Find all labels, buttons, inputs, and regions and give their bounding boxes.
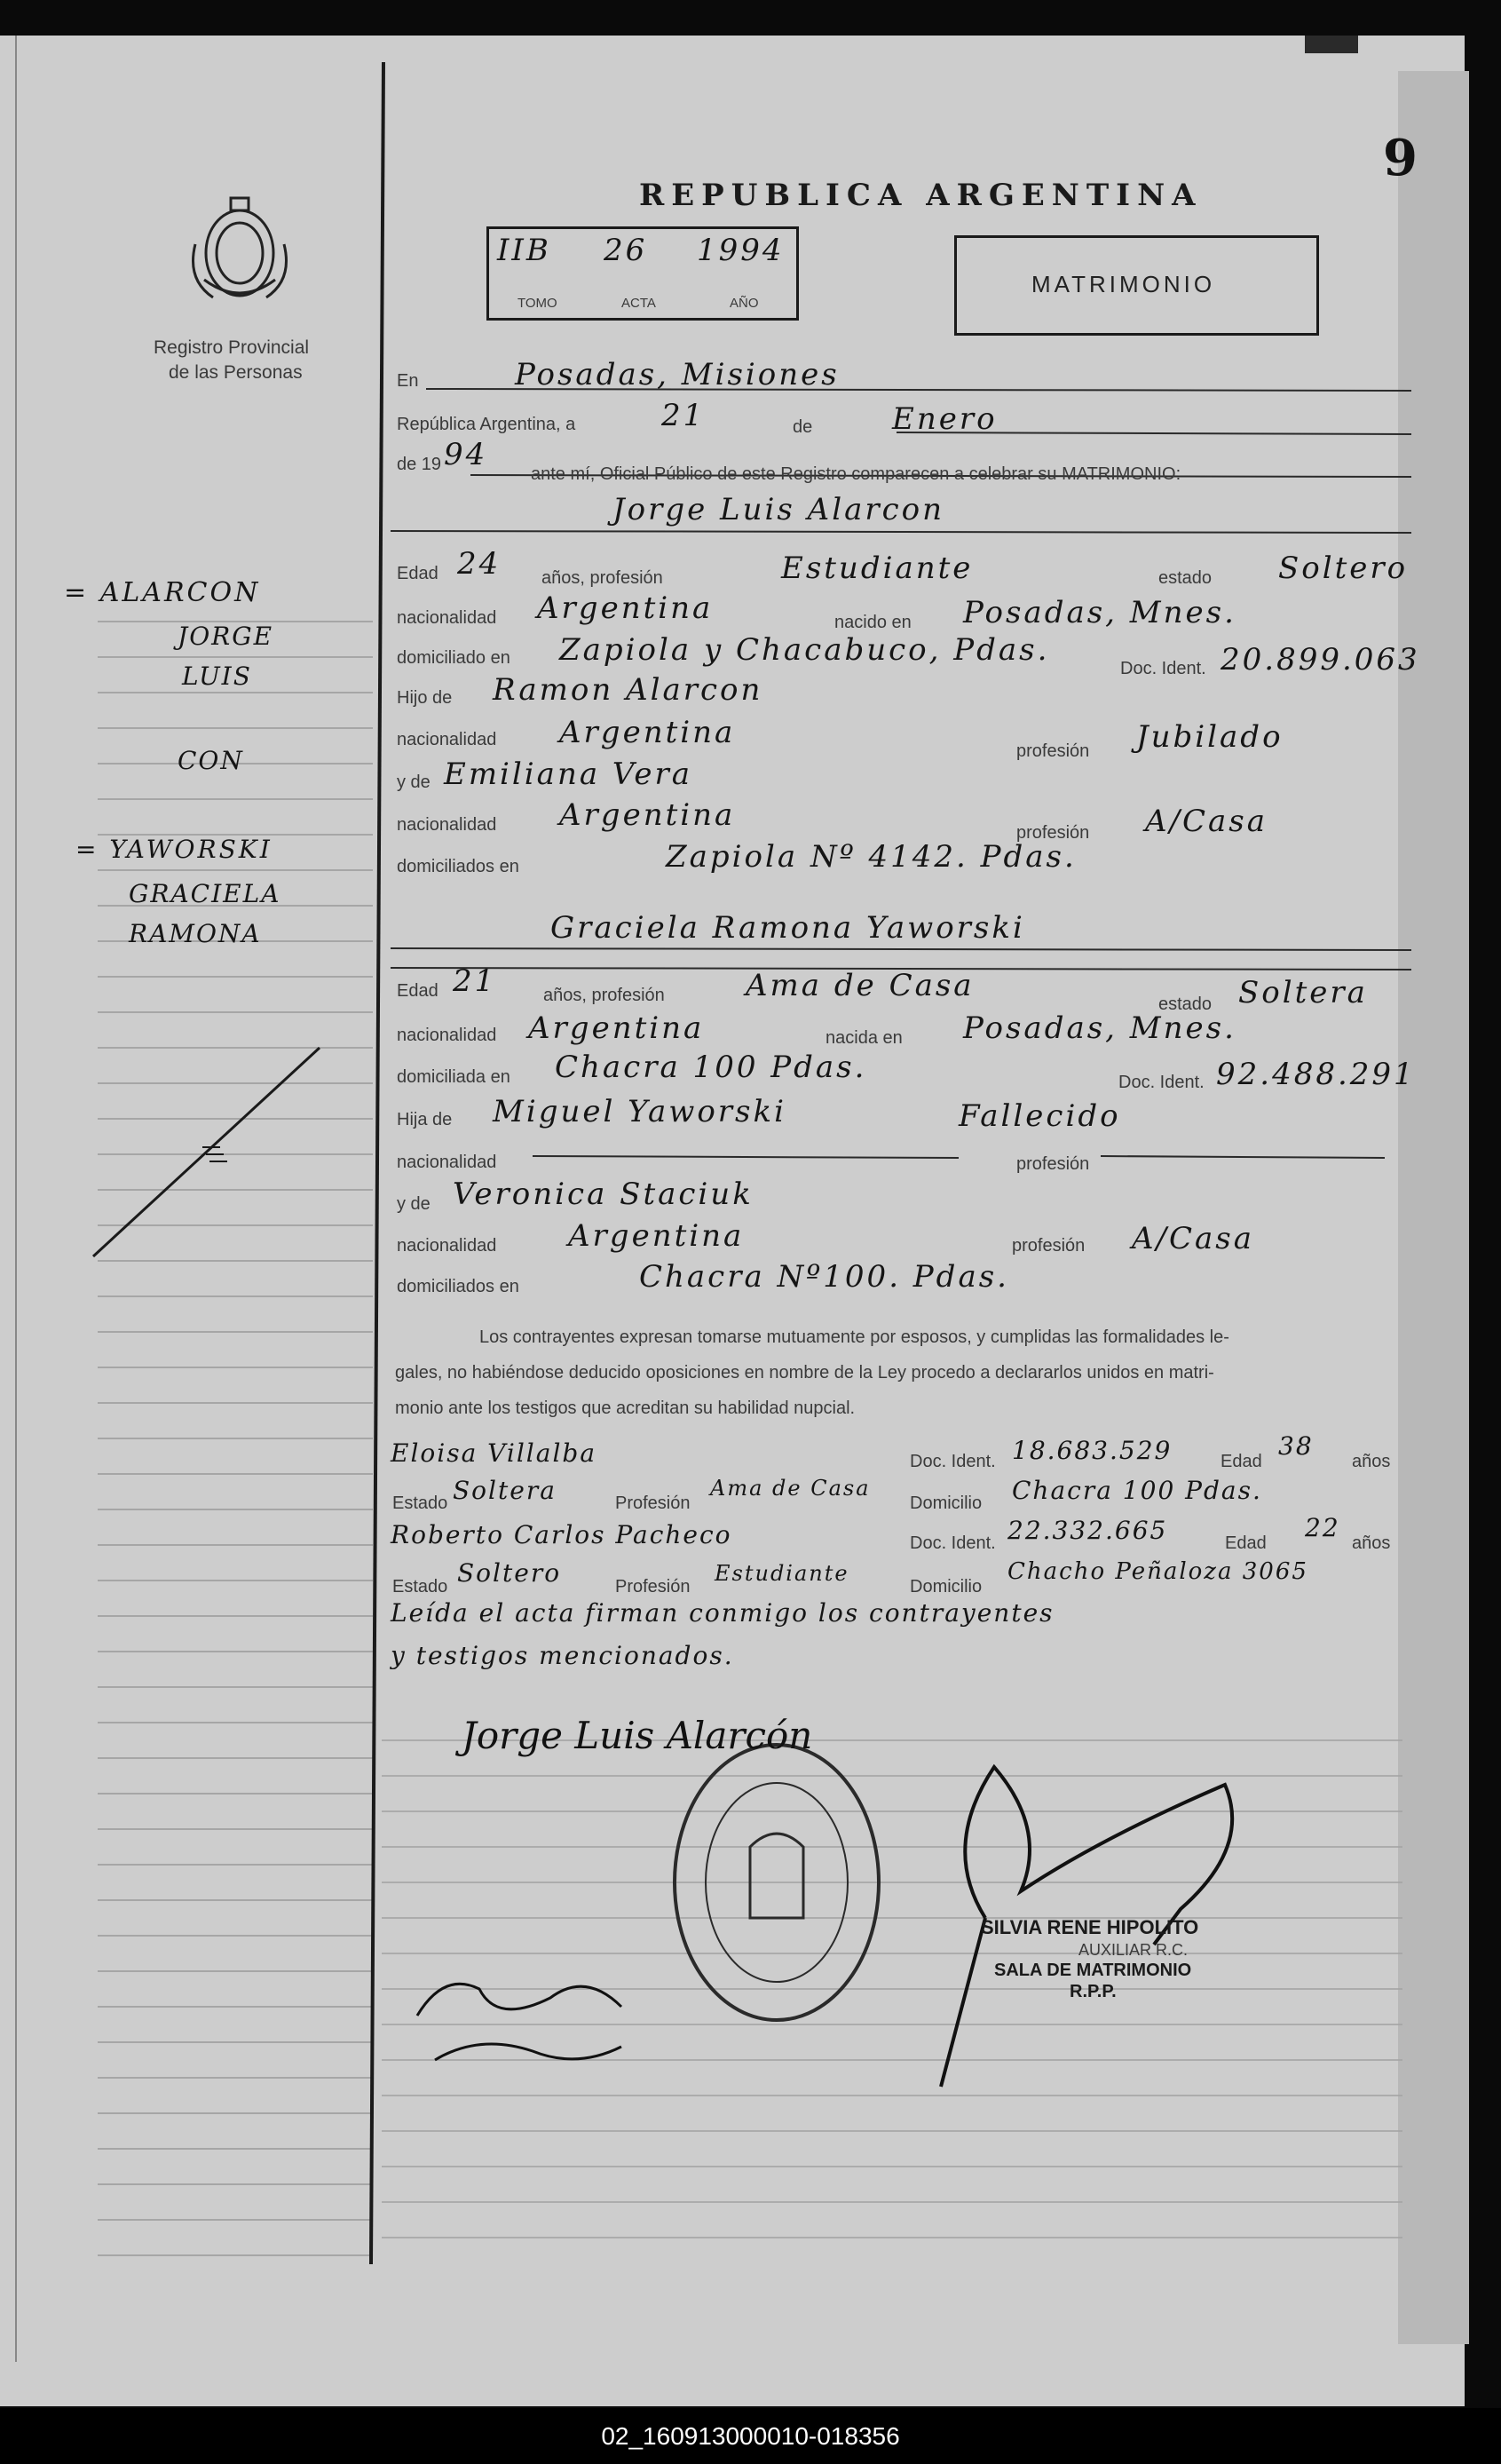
bride-domiciliados-label: domiciliados en xyxy=(397,1277,519,1296)
statement: ante mí, Oficial Público de este Registro comparecen a celebrar su MATRIMONIO: xyxy=(531,464,1181,484)
margin-bride-surname: = YAWORSKI xyxy=(75,835,273,864)
bride-profesion-label: años, profesión xyxy=(543,986,665,1005)
witness1-edad: 38 xyxy=(1278,1431,1314,1461)
groom-mother-nac-label: nacionalidad xyxy=(397,815,497,835)
groom-profesion-label: años, profesión xyxy=(541,568,663,588)
groom-nacido-label: nacido en xyxy=(834,613,912,632)
groom-estado-label: estado xyxy=(1158,568,1213,588)
witness1-estado: Soltera xyxy=(453,1476,557,1505)
bride-mother-profesion: A/Casa xyxy=(1132,1221,1255,1256)
groom-nacionalidad-label: nacionalidad xyxy=(397,608,497,628)
witness1-doc-label: Doc. Ident. xyxy=(910,1452,996,1471)
witness2-anos-label: años xyxy=(1352,1533,1391,1553)
declaration-line1: Los contrayentes expresan tomarse mutuamente por esposos, y cumplidas las formalidades le- xyxy=(479,1327,1229,1347)
groom-parents-domicilio: Zapiola Nº 4142. Pdas. xyxy=(666,839,1077,875)
margin-groom-name1: JORGE xyxy=(178,622,274,651)
margin-bride-name1: GRACIELA xyxy=(129,879,281,908)
margin-bride-surname-text: YAWORSKI xyxy=(109,835,273,864)
groom-father-nac-label: nacionalidad xyxy=(397,730,497,749)
bride-doc-label: Doc. Ident. xyxy=(1118,1073,1205,1092)
bride-parents-domicilio: Chacra Nº100. Pdas. xyxy=(639,1259,1009,1295)
ano-label: AÑO xyxy=(730,296,759,311)
bride-estado: Soltera xyxy=(1238,975,1368,1010)
official-title2: SALA DE MATRIMONIO xyxy=(994,1961,1192,1980)
official-title3: R.P.P. xyxy=(1070,1982,1117,2001)
witness1-profesion: Ama de Casa xyxy=(710,1476,871,1501)
tomo-value: IIB xyxy=(497,233,551,268)
margin-groom-surname-text: ALARCON xyxy=(99,577,261,608)
republica-label: República Argentina, a xyxy=(397,415,576,434)
acta-label: ACTA xyxy=(621,296,656,311)
bride-domicilio-label: domiciliada en xyxy=(397,1067,510,1087)
tomo-label: TOMO xyxy=(517,296,557,311)
groom-edad-label: Edad xyxy=(397,564,438,583)
bride-father-prof-label: profesión xyxy=(1016,1154,1090,1174)
de-label: de xyxy=(793,417,813,437)
groom-nacido: Posadas, Mnes. xyxy=(963,595,1236,630)
groom-doc: 20.899.063 xyxy=(1221,642,1420,677)
witness2-estado: Soltero xyxy=(457,1558,562,1588)
margin-con: CON xyxy=(178,746,244,775)
bride-nacida: Posadas, Mnes. xyxy=(963,1010,1236,1046)
witness1-edad-label: Edad xyxy=(1221,1452,1262,1471)
bride-father-note: Fallecido xyxy=(959,1098,1121,1134)
witness2-profesion: Estudiante xyxy=(715,1561,849,1586)
groom-mother-profesion: A/Casa xyxy=(1145,804,1268,839)
year-prefix: de 19 xyxy=(397,455,442,474)
groom-father-profesion: Jubilado xyxy=(1136,719,1284,755)
witness2-doc: 22.332.665 xyxy=(1007,1516,1168,1545)
year-value: 94 xyxy=(444,437,488,472)
bride-profesion: Ama de Casa xyxy=(746,968,975,1003)
witness1-domicilio-label: Domicilio xyxy=(910,1493,983,1513)
witness2-doc-label: Doc. Ident. xyxy=(910,1533,996,1553)
witness2-profesion-label: Profesión xyxy=(615,1577,691,1596)
closing-line2: y testigos mencionados. xyxy=(391,1641,734,1670)
bride-nacionalidad-label: nacionalidad xyxy=(397,1026,497,1045)
ano-value: 1994 xyxy=(697,233,785,268)
en-label: En xyxy=(397,371,419,391)
groom-edad: 24 xyxy=(457,546,502,582)
registry-line1: Registro Provincial xyxy=(154,337,310,358)
groom-doc-label: Doc. Ident. xyxy=(1120,659,1206,678)
witness2-domicilio: Chacho Peñaloza 3065 xyxy=(1007,1558,1308,1585)
bride-estado-label: estado xyxy=(1158,994,1213,1014)
groom-estado: Soltero xyxy=(1278,551,1409,586)
declaration-line3: monio ante los testigos que acreditan su habilidad nupcial. xyxy=(395,1398,856,1418)
witness2-edad-label: Edad xyxy=(1225,1533,1267,1553)
bride-mother-nac-label: nacionalidad xyxy=(397,1236,497,1256)
witness2-domicilio-label: Domicilio xyxy=(910,1577,983,1596)
bride-edad: 21 xyxy=(453,963,497,999)
page-number: 9 xyxy=(1383,129,1418,187)
groom-y-de-label: y de xyxy=(397,772,431,792)
groom-domiciliados-label: domiciliados en xyxy=(397,857,519,876)
groom-signature: Jorge Luis Alarcón xyxy=(462,1714,813,1757)
bride-nacionalidad: Argentina xyxy=(528,1010,705,1046)
bride-domicilio: Chacra 100 Pdas. xyxy=(555,1050,867,1085)
acta-value: 26 xyxy=(604,233,648,268)
day-value: 21 xyxy=(661,398,706,433)
witness2-name: Roberto Carlos Pacheco xyxy=(391,1520,732,1549)
margin-groom-name2: LUIS xyxy=(182,662,252,691)
bride-father: Miguel Yaworski xyxy=(493,1094,786,1129)
witness1-name: Eloisa Villalba xyxy=(391,1438,597,1468)
month-value: Enero xyxy=(892,401,998,437)
witness2-edad: 22 xyxy=(1305,1513,1340,1542)
bride-nacida-label: nacida en xyxy=(826,1028,903,1048)
witness1-domicilio: Chacra 100 Pdas. xyxy=(1012,1476,1262,1505)
official-title1: AUXILIAR R.C. xyxy=(1078,1941,1189,1959)
bride-doc: 92.488.291 xyxy=(1216,1057,1416,1092)
record-type: MATRIMONIO xyxy=(1031,271,1216,297)
groom-father: Ramon Alarcon xyxy=(493,672,763,708)
closing-line1: Leída el acta firman conmigo los contrayentes xyxy=(391,1598,1055,1628)
bride-edad-label: Edad xyxy=(397,981,438,1001)
groom-domicilio: Zapiola y Chacabuco, Pdas. xyxy=(559,632,1050,668)
witness2-estado-label: Estado xyxy=(392,1577,448,1596)
bride-mother: Veronica Staciuk xyxy=(453,1177,754,1212)
groom-father-nacionalidad: Argentina xyxy=(559,715,736,750)
groom-full-name: Jorge Luis Alarcon xyxy=(612,492,945,527)
declaration-line2: gales, no habiéndose deducido oposiciones en nombre de la Ley procedo a declararlos unidos en matri- xyxy=(395,1363,1214,1383)
groom-mother-nacionalidad: Argentina xyxy=(559,797,736,833)
groom-hijo-label: Hijo de xyxy=(397,688,453,708)
bride-full-name: Graciela Ramona Yaworski xyxy=(550,910,1025,946)
bride-mother-prof-label: profesión xyxy=(1012,1236,1086,1256)
bride-mother-nacionalidad: Argentina xyxy=(568,1218,745,1254)
registry-line2: de las Personas xyxy=(169,362,303,383)
groom-father-prof-label: profesión xyxy=(1016,741,1090,761)
bride-y-de-label: y de xyxy=(397,1194,431,1214)
witness1-profesion-label: Profesión xyxy=(615,1493,691,1513)
groom-nacionalidad: Argentina xyxy=(537,590,714,626)
place-value: Posadas, Misiones xyxy=(515,357,840,392)
bride-hija-label: Hija de xyxy=(397,1110,453,1129)
margin-groom-surname: = ALARCON xyxy=(64,577,261,608)
image-caption: 02_160913000010-018356 xyxy=(0,2408,1501,2464)
witness1-doc: 18.683.529 xyxy=(1012,1436,1173,1465)
groom-domicilio-label: domiciliado en xyxy=(397,648,510,668)
margin-bride-name2: RAMONA xyxy=(129,919,262,948)
bride-father-nac-label: nacionalidad xyxy=(397,1153,497,1172)
groom-mother-prof-label: profesión xyxy=(1016,823,1090,843)
country-title: REPUBLICA ARGENTINA xyxy=(639,178,1203,213)
witness1-estado-label: Estado xyxy=(392,1493,448,1513)
witness1-anos-label: años xyxy=(1352,1452,1391,1471)
groom-mother: Emiliana Vera xyxy=(444,757,693,792)
groom-profesion: Estudiante xyxy=(781,551,974,586)
official-name: SILVIA RENE HIPOLITO xyxy=(981,1916,1199,1938)
